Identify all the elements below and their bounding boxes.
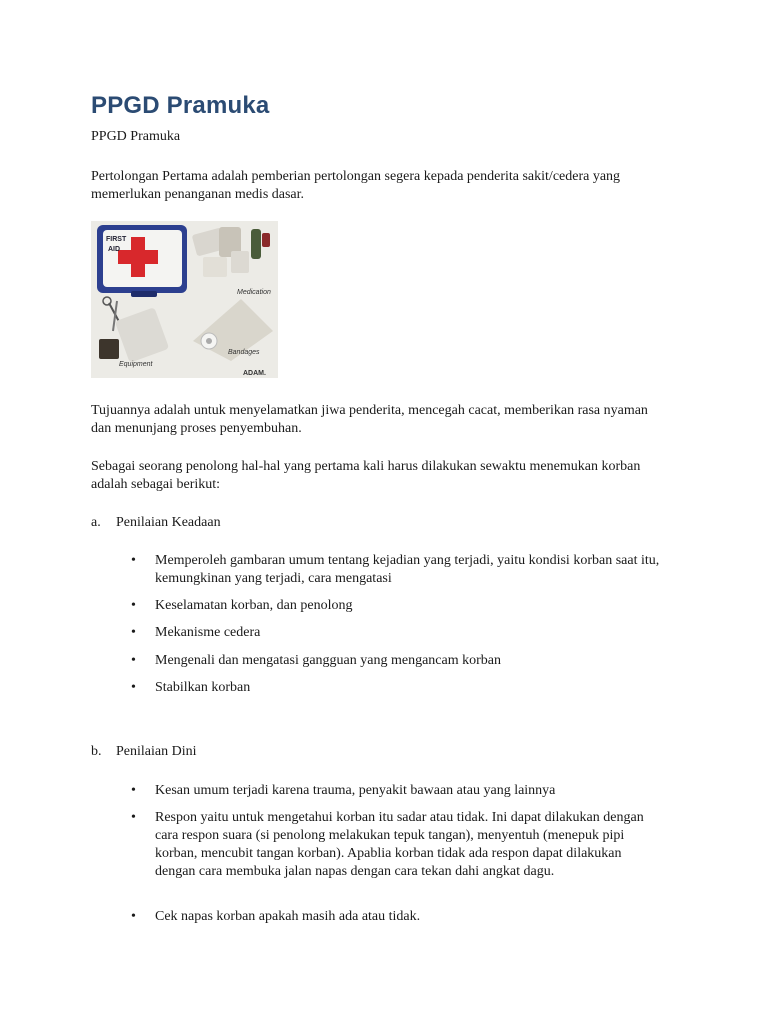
bullet-icon: • [131,625,136,640]
kit-label-aid: AID [108,246,121,253]
document-subtitle: PPGD Pramuka [91,129,181,144]
section-b-marker: b. [91,744,102,759]
list-item-text: Mengenali dan mengatasi gangguan yang mengancam korban [155,653,501,668]
equipment-caption: Equipment [119,361,153,368]
list-item-text: Keselamatan korban, dan penolong [155,598,353,613]
first-aid-kit-image [91,221,278,378]
bullet-icon: • [131,598,136,613]
purpose-paragraph: Tujuannya adalah untuk menyelamatkan jiwa penderita, mencegah cacat, memberikan rasa nyaman dan menunjang proses penyembuhan. [91,403,648,436]
section-a-heading [91,514,221,532]
lead-in-paragraph: Sebagai seorang penolong hal-hal yang pertama kali harus dilakukan sewaktu menemukan korban adalah sebagai berikut: [91,459,641,492]
bullet-icon: • [131,810,136,825]
section-a-marker: a. [91,515,101,530]
bandages-caption: Bandages [228,349,260,356]
section-a-label: Penilaian Keadaan [116,515,221,530]
list-item-text: Respon yaitu untuk mengetahui korban itu sadar atau tidak. Ini dapat dilakukan dengan cara respon suara (si penolong melakukan tepuk tangan), menyentuh (menepuk pipi korban, mencubit tangan korban). Apablia korban tidak ada respon dapat dilakukan dengan cara membuka jalan napas dengan cara tekan dahi angkat dagu. [155,810,644,879]
list-item-text: Mekanisme cedera [155,625,261,640]
list-item-text: Kesan umum terjadi karena trauma, penyakit bawaan atau yang lainnya [155,783,556,798]
bullet-icon: • [131,680,136,695]
list-item-text: Stabilkan korban [155,680,251,695]
document-title: PPGD Pramuka [91,92,270,119]
adam-logo: ADAM. [243,370,266,377]
bullet-icon: • [131,909,136,924]
bullet-icon: • [131,653,136,668]
medication-caption: Medication [237,289,271,296]
bullet-icon: • [131,553,136,568]
section-b-label: Penilaian Dini [116,744,197,759]
kit-label-first: FIRST [106,236,127,243]
intro-paragraph: Pertolongan Pertama adalah pemberian pertolongan segera kepada penderita sakit/cedera yang memerlukan penanganan medis dasar. [91,169,621,202]
list-item-text: Cek napas korban apakah masih ada atau tidak. [155,909,421,924]
section-b-heading [91,743,197,761]
list-item-text: Memperoleh gambaran umum tentang kejadian yang terjadi, yaitu kondisi korban saat itu, kemungkinan yang terjadi, cara mengatasi [155,553,660,586]
bullet-icon: • [131,783,136,798]
